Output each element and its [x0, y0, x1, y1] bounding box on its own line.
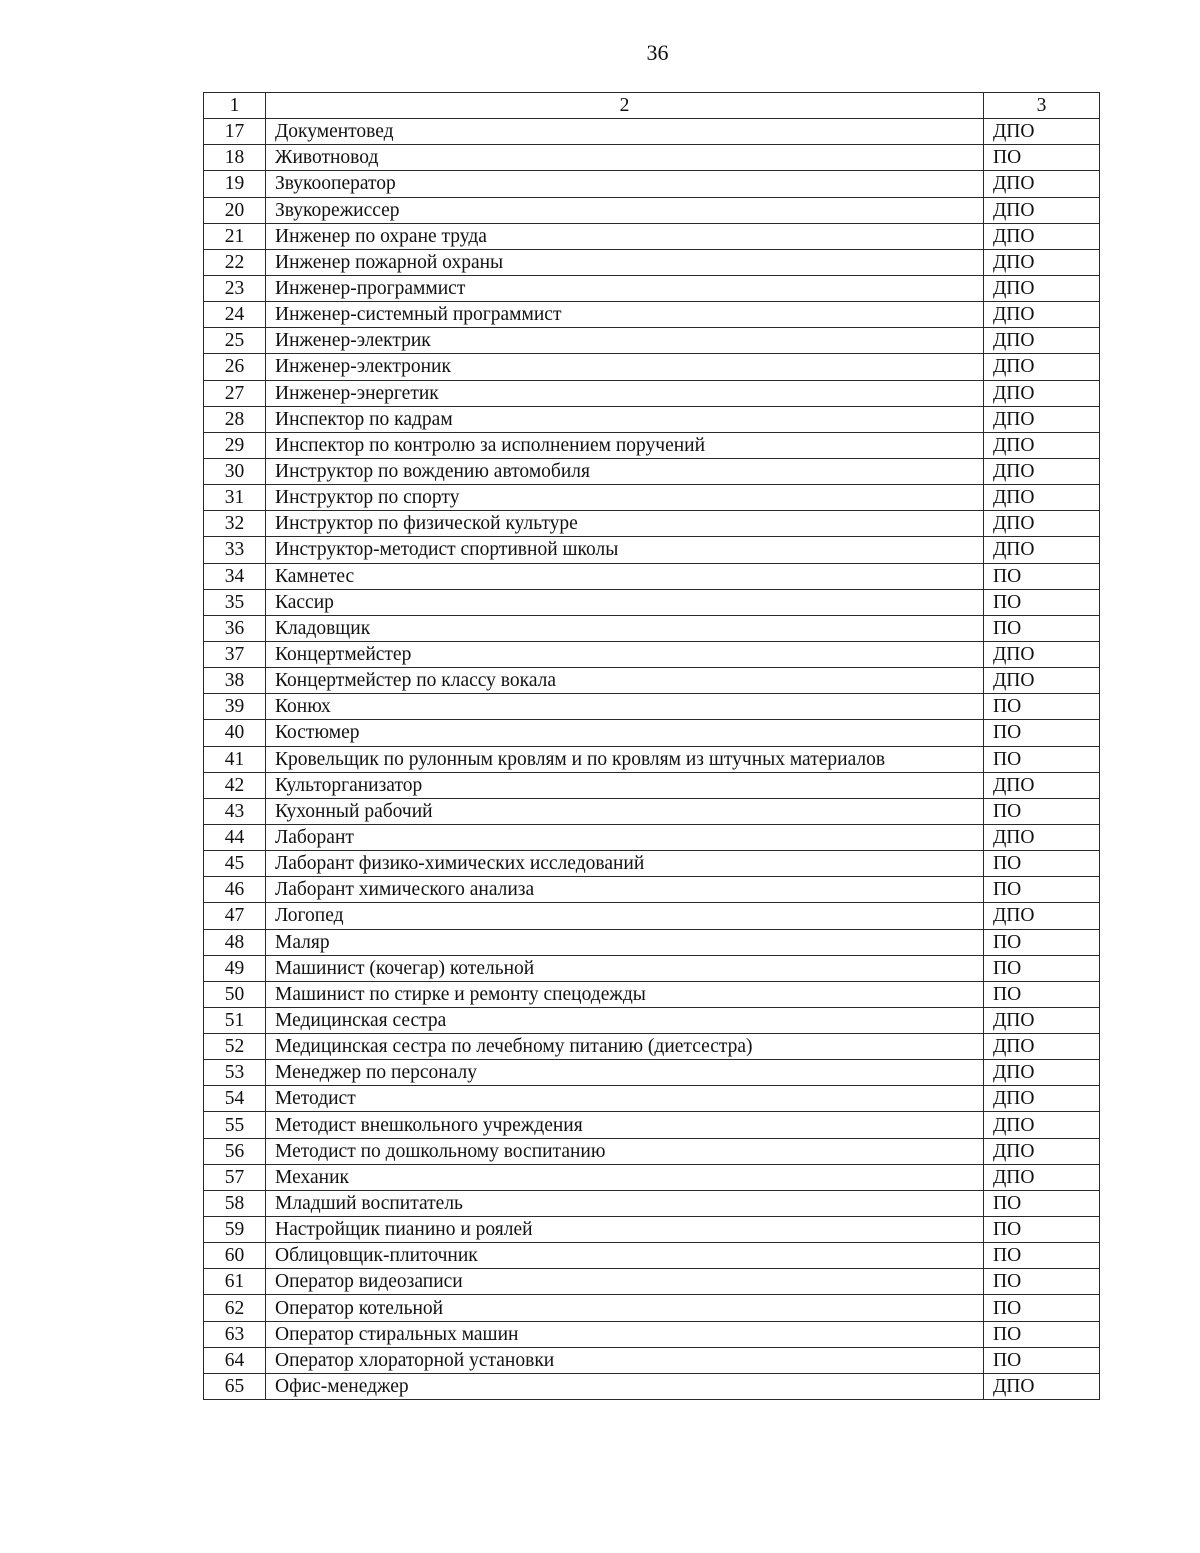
row-number-cell: 31	[204, 485, 266, 511]
table-row	[204, 903, 1100, 929]
program-type-cell: ДПО	[984, 1034, 1100, 1060]
row-number-cell: 18	[204, 145, 266, 171]
table-row	[204, 432, 1100, 458]
program-type-cell: ПО	[984, 1321, 1100, 1347]
table-header-row	[204, 93, 1100, 119]
table-row	[204, 380, 1100, 406]
table-row	[204, 119, 1100, 145]
row-number-cell: 23	[204, 275, 266, 301]
row-number-cell: 45	[204, 851, 266, 877]
table-body	[204, 93, 1100, 1400]
table-row	[204, 458, 1100, 484]
profession-name-cell: Логопед	[266, 903, 984, 929]
profession-name-cell: Облицовщик-плиточник	[266, 1243, 984, 1269]
program-type-cell: ПО	[984, 1190, 1100, 1216]
program-type-cell: ДПО	[984, 302, 1100, 328]
row-number-cell: 46	[204, 877, 266, 903]
row-number-cell: 64	[204, 1347, 266, 1373]
row-number-cell: 30	[204, 458, 266, 484]
table-row	[204, 1243, 1100, 1269]
program-type-cell: ПО	[984, 1217, 1100, 1243]
profession-name-cell: Инструктор по спорту	[266, 485, 984, 511]
profession-name-cell: Методист	[266, 1086, 984, 1112]
row-number-cell: 59	[204, 1217, 266, 1243]
row-number-cell: 41	[204, 746, 266, 772]
program-type-cell: ДПО	[984, 432, 1100, 458]
program-type-cell: ДПО	[984, 223, 1100, 249]
row-number-cell: 27	[204, 380, 266, 406]
program-type-cell: ПО	[984, 145, 1100, 171]
profession-name-cell: Оператор видеозаписи	[266, 1269, 984, 1295]
profession-name-cell: Концертмейстер по классу вокала	[266, 668, 984, 694]
row-number-cell: 38	[204, 668, 266, 694]
profession-name-cell: Кровельщик по рулонным кровлям и по кровлям из штучных материалов	[266, 746, 984, 772]
profession-name-cell: Медицинская сестра по лечебному питанию (диетсестра)	[266, 1034, 984, 1060]
program-type-cell: ПО	[984, 563, 1100, 589]
profession-name-cell: Медицинская сестра	[266, 1007, 984, 1033]
row-number-cell: 36	[204, 615, 266, 641]
header-cell-profession: 2	[266, 93, 984, 119]
table-row	[204, 171, 1100, 197]
profession-name-cell: Кассир	[266, 589, 984, 615]
profession-name-cell: Менеджер по персоналу	[266, 1060, 984, 1086]
row-number-cell: 33	[204, 537, 266, 563]
profession-name-cell: Камнетес	[266, 563, 984, 589]
profession-name-cell: Методист по дошкольному воспитанию	[266, 1138, 984, 1164]
profession-name-cell: Машинист по стирке и ремонту спецодежды	[266, 981, 984, 1007]
profession-name-cell: Методист внешкольного учреждения	[266, 1112, 984, 1138]
table-row	[204, 537, 1100, 563]
program-type-cell: ПО	[984, 1295, 1100, 1321]
profession-name-cell: Инспектор по кадрам	[266, 406, 984, 432]
program-type-cell: ПО	[984, 877, 1100, 903]
header-cell-program-type: 3	[984, 93, 1100, 119]
program-type-cell: ДПО	[984, 380, 1100, 406]
program-type-cell: ПО	[984, 615, 1100, 641]
row-number-cell: 63	[204, 1321, 266, 1347]
table-row	[204, 1112, 1100, 1138]
program-type-cell: ДПО	[984, 1060, 1100, 1086]
row-number-cell: 25	[204, 328, 266, 354]
profession-name-cell: Лаборант	[266, 824, 984, 850]
profession-name-cell: Оператор котельной	[266, 1295, 984, 1321]
program-type-cell: ПО	[984, 694, 1100, 720]
table-row	[204, 668, 1100, 694]
profession-name-cell: Машинист (кочегар) котельной	[266, 955, 984, 981]
table-row	[204, 145, 1100, 171]
row-number-cell: 19	[204, 171, 266, 197]
profession-name-cell: Животновод	[266, 145, 984, 171]
table-row	[204, 1269, 1100, 1295]
program-type-cell: ДПО	[984, 119, 1100, 145]
table-row	[204, 406, 1100, 432]
table-row	[204, 1321, 1100, 1347]
row-number-cell: 44	[204, 824, 266, 850]
program-type-cell: ДПО	[984, 1164, 1100, 1190]
row-number-cell: 28	[204, 406, 266, 432]
row-number-cell: 40	[204, 720, 266, 746]
row-number-cell: 62	[204, 1295, 266, 1321]
program-type-cell: ПО	[984, 851, 1100, 877]
profession-name-cell: Младший воспитатель	[266, 1190, 984, 1216]
row-number-cell: 52	[204, 1034, 266, 1060]
program-type-cell: ДПО	[984, 537, 1100, 563]
table-row	[204, 1086, 1100, 1112]
row-number-cell: 54	[204, 1086, 266, 1112]
program-type-cell: ДПО	[984, 458, 1100, 484]
table-row	[204, 1007, 1100, 1033]
profession-name-cell: Инженер пожарной охраны	[266, 249, 984, 275]
header-cell-number: 1	[204, 93, 266, 119]
row-number-cell: 56	[204, 1138, 266, 1164]
row-number-cell: 39	[204, 694, 266, 720]
profession-name-cell: Механик	[266, 1164, 984, 1190]
table-row	[204, 589, 1100, 615]
profession-name-cell: Маляр	[266, 929, 984, 955]
row-number-cell: 20	[204, 197, 266, 223]
table-row	[204, 929, 1100, 955]
row-number-cell: 29	[204, 432, 266, 458]
table-row	[204, 223, 1100, 249]
profession-name-cell: Звукооператор	[266, 171, 984, 197]
table-row	[204, 1034, 1100, 1060]
program-type-cell: ПО	[984, 1243, 1100, 1269]
program-type-cell: ПО	[984, 720, 1100, 746]
table-row	[204, 1164, 1100, 1190]
program-type-cell: ДПО	[984, 668, 1100, 694]
table-row	[204, 1060, 1100, 1086]
table-row	[204, 1373, 1100, 1399]
table-row	[204, 615, 1100, 641]
row-number-cell: 65	[204, 1373, 266, 1399]
program-type-cell: ДПО	[984, 275, 1100, 301]
profession-name-cell: Костюмер	[266, 720, 984, 746]
program-type-cell: ДПО	[984, 328, 1100, 354]
profession-name-cell: Культорганизатор	[266, 772, 984, 798]
profession-name-cell: Инженер-электроник	[266, 354, 984, 380]
row-number-cell: 51	[204, 1007, 266, 1033]
table-row	[204, 772, 1100, 798]
program-type-cell: ПО	[984, 955, 1100, 981]
profession-name-cell: Звукорежиссер	[266, 197, 984, 223]
row-number-cell: 21	[204, 223, 266, 249]
profession-name-cell: Инструктор по физической культуре	[266, 511, 984, 537]
table-row	[204, 1190, 1100, 1216]
program-type-cell: ПО	[984, 1269, 1100, 1295]
table-row	[204, 1295, 1100, 1321]
profession-name-cell: Кухонный рабочий	[266, 798, 984, 824]
profession-name-cell: Инженер-энергетик	[266, 380, 984, 406]
table-row	[204, 328, 1100, 354]
table-row	[204, 851, 1100, 877]
program-type-cell: ДПО	[984, 772, 1100, 798]
row-number-cell: 49	[204, 955, 266, 981]
table-row	[204, 824, 1100, 850]
program-type-cell: ДПО	[984, 249, 1100, 275]
profession-name-cell: Настройщик пианино и роялей	[266, 1217, 984, 1243]
profession-name-cell: Концертмейстер	[266, 641, 984, 667]
profession-name-cell: Оператор стиральных машин	[266, 1321, 984, 1347]
profession-name-cell: Инженер-программист	[266, 275, 984, 301]
table-row	[204, 249, 1100, 275]
profession-name-cell: Инженер-электрик	[266, 328, 984, 354]
row-number-cell: 55	[204, 1112, 266, 1138]
table-row	[204, 694, 1100, 720]
row-number-cell: 61	[204, 1269, 266, 1295]
row-number-cell: 50	[204, 981, 266, 1007]
table-row	[204, 197, 1100, 223]
row-number-cell: 34	[204, 563, 266, 589]
profession-name-cell: Инженер-системный программист	[266, 302, 984, 328]
program-type-cell: ПО	[984, 929, 1100, 955]
row-number-cell: 47	[204, 903, 266, 929]
row-number-cell: 26	[204, 354, 266, 380]
profession-name-cell: Инструктор-методист спортивной школы	[266, 537, 984, 563]
table-row	[204, 511, 1100, 537]
table-row	[204, 354, 1100, 380]
program-type-cell: ПО	[984, 798, 1100, 824]
table-row	[204, 720, 1100, 746]
profession-name-cell: Оператор хлораторной установки	[266, 1347, 984, 1373]
program-type-cell: ДПО	[984, 903, 1100, 929]
program-type-cell: ДПО	[984, 824, 1100, 850]
row-number-cell: 57	[204, 1164, 266, 1190]
program-type-cell: ДПО	[984, 197, 1100, 223]
program-type-cell: ДПО	[984, 511, 1100, 537]
row-number-cell: 32	[204, 511, 266, 537]
table-row	[204, 641, 1100, 667]
row-number-cell: 42	[204, 772, 266, 798]
table-row	[204, 1347, 1100, 1373]
program-type-cell: ДПО	[984, 1086, 1100, 1112]
profession-name-cell: Лаборант химического анализа	[266, 877, 984, 903]
program-type-cell: ДПО	[984, 171, 1100, 197]
table-row	[204, 746, 1100, 772]
profession-name-cell: Офис-менеджер	[266, 1373, 984, 1399]
row-number-cell: 43	[204, 798, 266, 824]
row-number-cell: 48	[204, 929, 266, 955]
profession-name-cell: Документовед	[266, 119, 984, 145]
program-type-cell: ПО	[984, 981, 1100, 1007]
page-number: 36	[646, 40, 669, 65]
table-row	[204, 1217, 1100, 1243]
table-row	[204, 798, 1100, 824]
program-type-cell: ДПО	[984, 1112, 1100, 1138]
program-type-cell: ДПО	[984, 1007, 1100, 1033]
profession-name-cell: Кладовщик	[266, 615, 984, 641]
row-number-cell: 17	[204, 119, 266, 145]
table-row	[204, 275, 1100, 301]
row-number-cell: 60	[204, 1243, 266, 1269]
table-row	[204, 302, 1100, 328]
row-number-cell: 22	[204, 249, 266, 275]
program-type-cell: ДПО	[984, 641, 1100, 667]
program-type-cell: ПО	[984, 1347, 1100, 1373]
table-row	[204, 955, 1100, 981]
profession-name-cell: Инженер по охране труда	[266, 223, 984, 249]
row-number-cell: 24	[204, 302, 266, 328]
program-type-cell: ДПО	[984, 354, 1100, 380]
table-row	[204, 1138, 1100, 1164]
profession-table	[203, 92, 1100, 1400]
row-number-cell: 35	[204, 589, 266, 615]
program-type-cell: ДПО	[984, 485, 1100, 511]
profession-name-cell: Конюх	[266, 694, 984, 720]
profession-name-cell: Инспектор по контролю за исполнением поручений	[266, 432, 984, 458]
table-row	[204, 563, 1100, 589]
row-number-cell: 37	[204, 641, 266, 667]
table-row	[204, 981, 1100, 1007]
program-type-cell: ДПО	[984, 1138, 1100, 1164]
program-type-cell: ПО	[984, 746, 1100, 772]
row-number-cell: 58	[204, 1190, 266, 1216]
program-type-cell: ДПО	[984, 1373, 1100, 1399]
profession-name-cell: Лаборант физико-химических исследований	[266, 851, 984, 877]
program-type-cell: ПО	[984, 589, 1100, 615]
row-number-cell: 53	[204, 1060, 266, 1086]
program-type-cell: ДПО	[984, 406, 1100, 432]
profession-name-cell: Инструктор по вождению автомобиля	[266, 458, 984, 484]
table-row	[204, 877, 1100, 903]
table-row	[204, 485, 1100, 511]
